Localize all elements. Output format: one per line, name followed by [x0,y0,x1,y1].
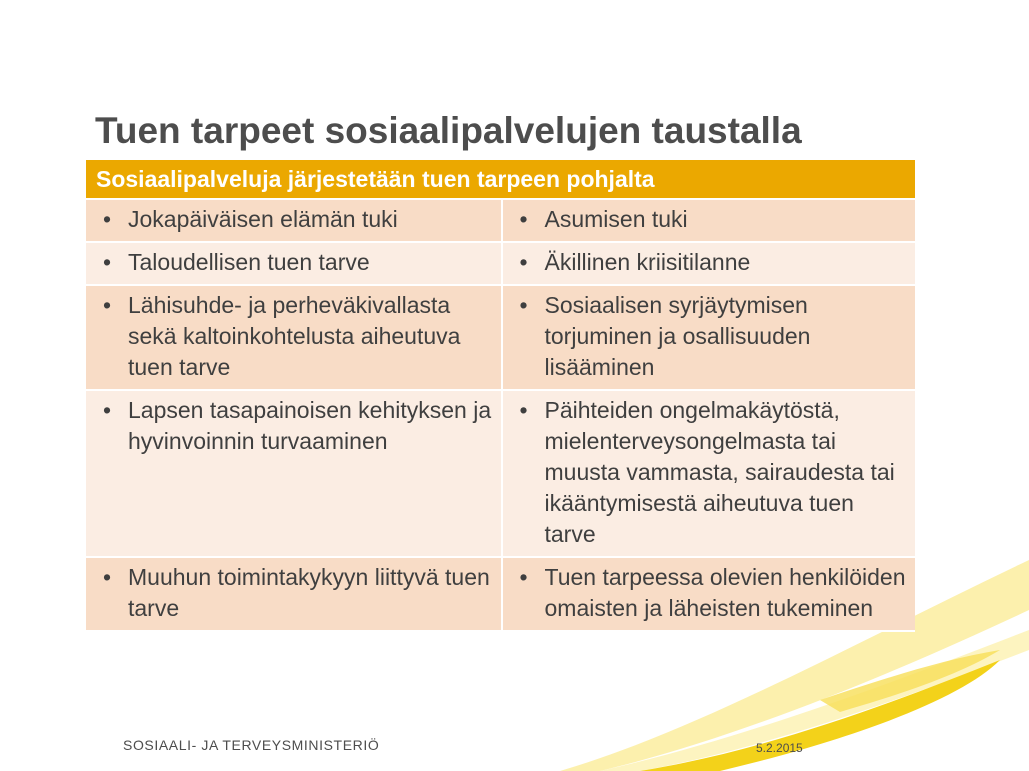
cell-text: Sosiaalisen syrjäytymisen torjuminen ja osallisuuden lisääminen [544,292,811,380]
table-row [86,200,915,243]
table-cell [501,558,916,630]
bullet-icon: • [519,397,528,423]
table-row [86,243,915,286]
cell-text: Tuen tarpeessa olevien henkilöiden omaisten ja läheisten tukeminen [544,564,906,621]
table-row [86,558,915,632]
table-row [86,286,915,391]
table-cell [501,391,916,556]
cell-text: Muuhun toimintakykyyn liittyvä tuen tarve [128,564,490,621]
table-cell [86,200,501,241]
bullet-icon: • [102,564,112,590]
bullet-icon: • [102,292,112,318]
table-cell [501,200,916,241]
cell-text: Äkillinen kriisitilanne [544,249,751,275]
cell-text: Asumisen tuki [544,206,688,232]
table-cell [86,243,501,284]
bullet-icon: • [102,249,112,275]
cell-text: Taloudellisen tuen tarve [128,249,370,275]
table-header: Sosiaalipalveluja järjestetään tuen tarpeen pohjalta [86,160,915,200]
cell-text: Jokapäiväisen elämän tuki [128,206,398,232]
slide-title: Tuen tarpeet sosiaalipalvelujen taustalla [95,110,802,151]
bullet-icon: • [102,206,112,232]
cell-text: Päihteiden ongelmakäytöstä, mielenterveysongelmasta tai muusta vammasta, sairaudesta tai ikääntymisestä aiheutuva tuen tarve [544,397,895,547]
table-cell [86,558,501,630]
table-row [86,391,915,558]
table-cell [86,391,501,556]
cell-text: Lähisuhde- ja perheväkivallasta sekä kaltoinkohtelusta aiheutuva tuen tarve [128,292,461,380]
bullet-icon: • [519,206,528,232]
bullet-icon: • [519,292,528,318]
bullet-icon: • [102,397,112,423]
footer-date: 5.2.2015 [756,741,803,755]
footer-organization: SOSIAALI- JA TERVEYSMINISTERIÖ [123,737,380,753]
bullet-icon: • [519,564,528,590]
table-cell [86,286,501,389]
bullet-icon: • [519,249,528,275]
table-cell [501,243,916,284]
cell-text: Lapsen tasapainoisen kehityksen ja hyvinvoinnin turvaaminen [128,397,492,454]
table-cell [501,286,916,389]
support-needs-table [86,160,915,632]
